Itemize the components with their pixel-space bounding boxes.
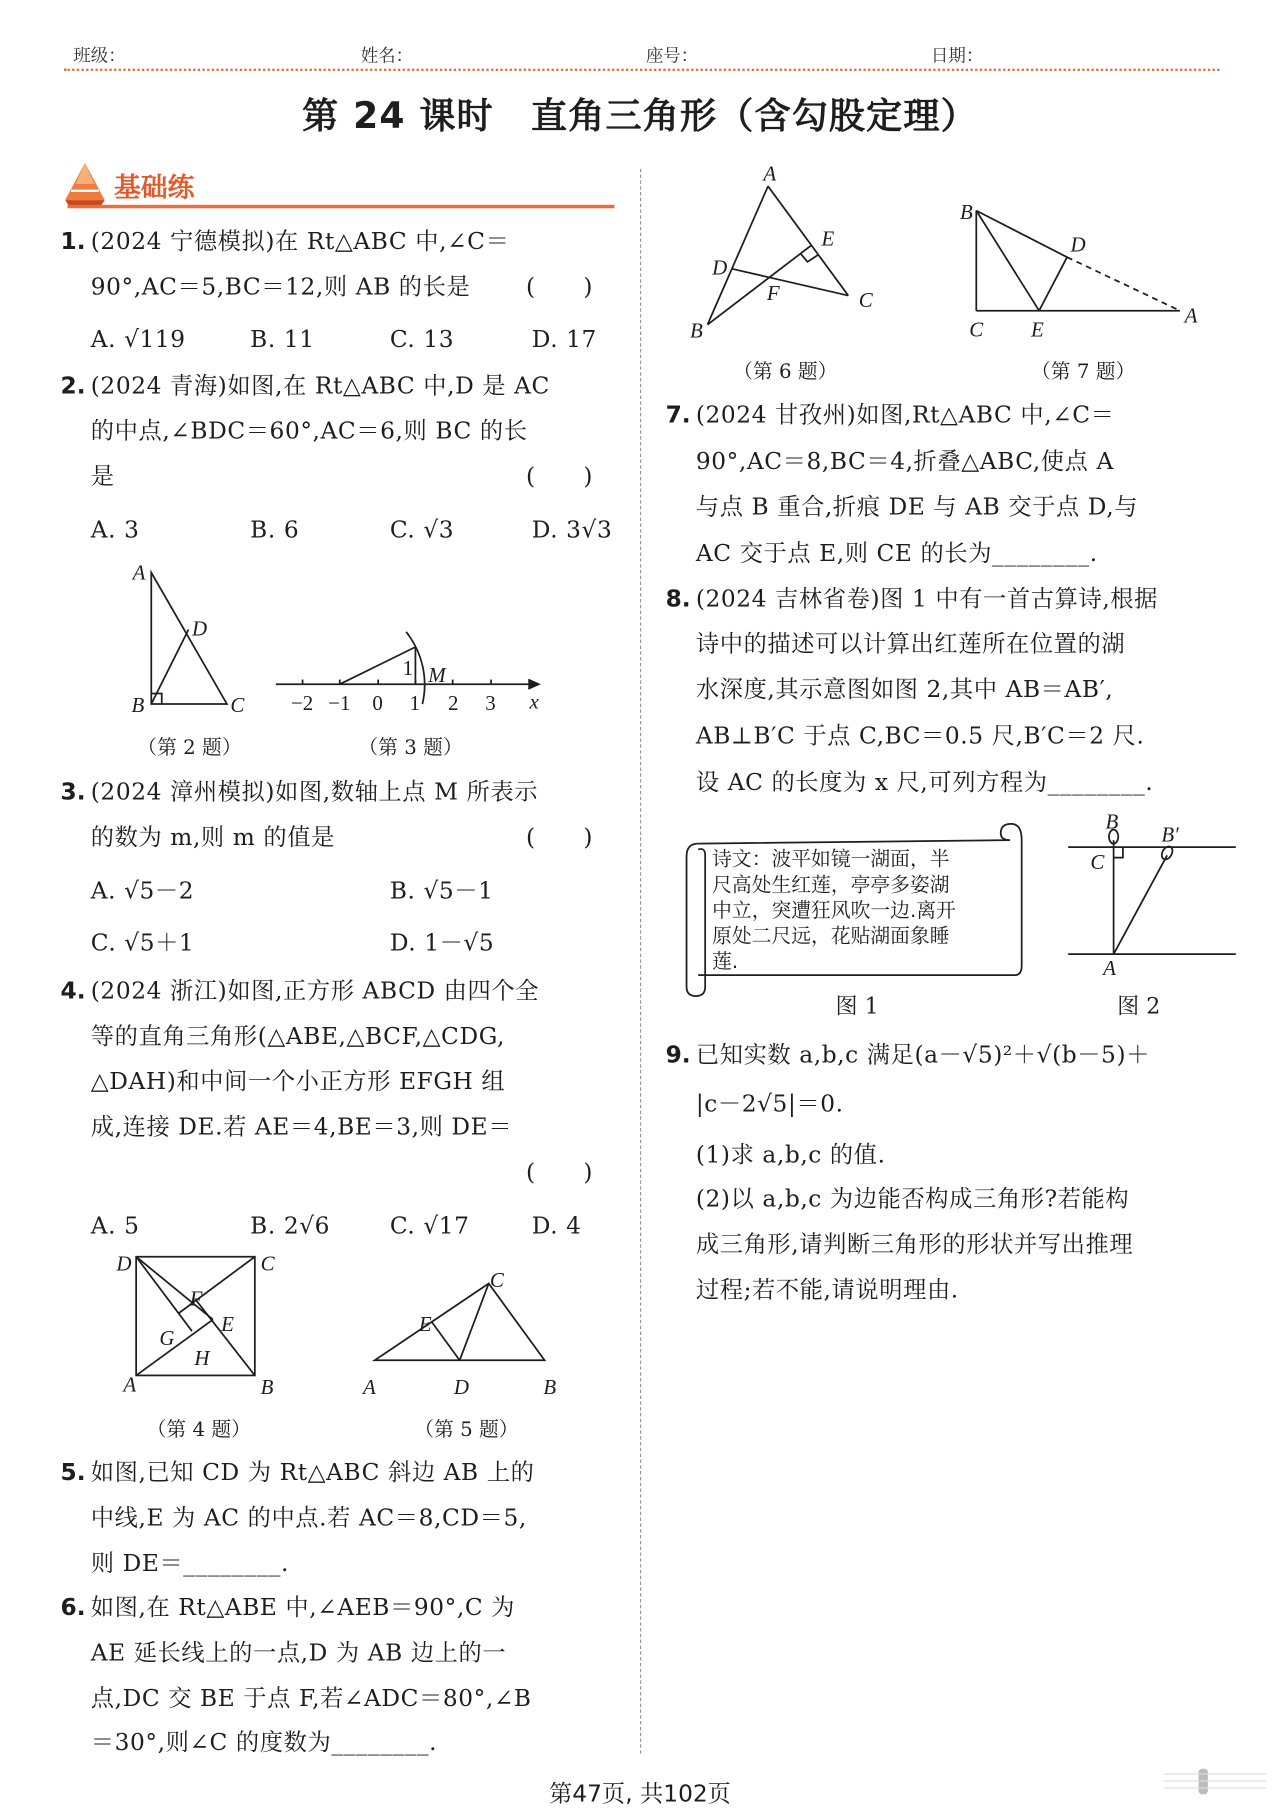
name-label: 姓名：: [360, 45, 414, 67]
question-line: 是: [90, 461, 115, 490]
question-line: (1)求 a,b,c 的值.: [695, 1140, 886, 1169]
answer-option[interactable]: B. 6: [250, 515, 300, 544]
question-number: 9.: [665, 1040, 691, 1069]
question-line: (2024 甘孜州)如图,Rt△ABC 中,∠C＝: [695, 400, 1115, 429]
answer-option[interactable]: A. 3: [90, 515, 140, 544]
question-line: 已知实数 a,b,c 满足(a－√5)²＋√(b－5)＋: [695, 1040, 1150, 1069]
question-number: 3.: [60, 777, 86, 806]
question-number: 2.: [60, 371, 86, 400]
poem-line: 莲.: [712, 950, 739, 974]
fig6-label-f: F: [766, 281, 780, 306]
question-line: AE 延长线上的一点,D 为 AB 边上的一: [90, 1638, 507, 1667]
question-line: (2024 青海)如图,在 Rt△ABC 中,D 是 AC: [90, 371, 550, 400]
answer-parentheses[interactable]: ( ): [525, 272, 594, 301]
tick-neg2: −2: [290, 690, 314, 715]
figure-q2: [151, 573, 227, 704]
section-title: 基础练: [114, 173, 195, 204]
page-indicator: 第47页, 共102页: [549, 1779, 731, 1808]
tick-3: 3: [485, 690, 496, 715]
fig2-label-a: A: [132, 560, 146, 585]
point-label-m: M: [428, 662, 446, 687]
axis-label-x: x: [529, 689, 539, 714]
fig6-label-b: B: [690, 318, 703, 343]
height-label: 1: [402, 655, 414, 680]
answer-option[interactable]: A. √5－2: [90, 876, 195, 905]
question-line: (2024 漳州模拟)如图,数轴上点 M 所表示: [90, 777, 539, 806]
fig5-label-c: C: [489, 1267, 504, 1292]
fig4-label-e: E: [221, 1312, 234, 1337]
question-line: (2024 浙江)如图,正方形 ABCD 由四个全: [90, 976, 540, 1005]
poem-line: 诗文：波平如镜一湖面，半: [712, 848, 950, 872]
question-number: 5.: [60, 1458, 86, 1486]
question-line: 过程;若不能,请说明理由.: [695, 1275, 959, 1304]
question-line: 设 AC 的长度为 x 尺,可列方程为________.: [695, 768, 1154, 796]
answer-option[interactable]: C. √17: [389, 1211, 470, 1240]
tick-1: 1: [409, 690, 421, 715]
fig5-label-e: E: [418, 1312, 432, 1337]
fig7-label-b: B: [960, 199, 973, 224]
figure-lake: [1068, 830, 1236, 955]
fig2-label-d: D: [192, 616, 208, 641]
fig4-label-b: B: [260, 1375, 274, 1400]
fig6-label-c: C: [858, 288, 873, 313]
class-label: 班级：: [73, 45, 126, 67]
question-number: 8.: [665, 584, 691, 613]
figure-q7: [976, 211, 1180, 311]
question-line: 点,DC 交 BE 于点 F,若∠ADC＝80°,∠B: [90, 1683, 532, 1712]
lake-label-b: B: [1105, 809, 1119, 834]
poem-caption: 图 1: [835, 993, 879, 1020]
fig7-caption: （第 7 题）: [1030, 360, 1136, 385]
answer-option[interactable]: D. 3√3: [531, 515, 613, 544]
fig5-label-d: D: [453, 1375, 469, 1400]
fig2-label-c: C: [230, 693, 245, 718]
fig5-caption: （第 5 题）: [414, 1418, 519, 1442]
question-line: (2)以 a,b,c 为边能否构成三角形?若能构: [695, 1184, 1130, 1213]
fig7-label-e: E: [1030, 317, 1044, 342]
fig4-caption: （第 4 题）: [146, 1418, 251, 1442]
poem-line: 中立，突遭狂风吹一边.离开: [712, 899, 956, 923]
fig3-caption: （第 3 题）: [358, 736, 463, 760]
poem-text: [712, 847, 956, 975]
answer-option[interactable]: C. √5＋1: [90, 928, 195, 957]
question-line: 如图,已知 CD 为 Rt△ABC 斜边 AB 上的: [90, 1458, 535, 1486]
question-number: 7.: [665, 400, 691, 429]
answer-option[interactable]: B. √5－1: [389, 876, 494, 905]
answer-option[interactable]: D. 4: [531, 1211, 582, 1240]
question-line: 90°,AC＝8,BC＝4,折叠△ABC,使点 A: [695, 446, 1114, 475]
question-line: 中线,E 为 AC 的中点.若 AC＝8,CD＝5,: [90, 1503, 527, 1532]
answer-parentheses[interactable]: ( ): [525, 822, 594, 851]
question-line: 与点 B 重合,折痕 DE 与 AB 交于点 D,与: [695, 492, 1139, 521]
fig2-label-b: B: [131, 693, 145, 718]
question-line: 如图,在 Rt△ABE 中,∠AEB＝90°,C 为: [90, 1593, 516, 1621]
poem-line: 原处二尺远，花贴湖面象睡: [712, 925, 950, 949]
question-line: 的数为 m,则 m 的值是: [90, 822, 335, 851]
question-number: 1.: [60, 226, 86, 255]
fig4-label-a: A: [123, 1372, 137, 1397]
fig4-label-g: G: [159, 1326, 175, 1351]
question-line: 等的直角三角形(△ABE,△BCF,△CDG,: [90, 1021, 506, 1050]
answer-option[interactable]: C. 13: [389, 324, 455, 353]
question-line: 90°,AC＝5,BC＝12,则 AB 的长是: [90, 272, 471, 301]
fig7-label-c: C: [969, 317, 984, 342]
fig4-label-c: C: [260, 1251, 275, 1276]
question-number: 4.: [60, 976, 86, 1005]
question-line: 的中点,∠BDC＝60°,AC＝6,则 BC 的长: [90, 416, 528, 445]
question-line: 则 DE＝________.: [90, 1548, 290, 1577]
tick-neg1: −1: [328, 690, 351, 715]
tick-2: 2: [448, 690, 459, 715]
question-line: △DAH)和中间一个小正方形 EFGH 组: [90, 1067, 506, 1095]
question-line: AB⊥B′C 于点 C,BC＝0.5 尺,B′C＝2 尺.: [695, 721, 1145, 750]
tick-0: 0: [372, 690, 383, 715]
fig6-label-d: D: [712, 255, 728, 280]
question-line: 水深度,其示意图如图 2,其中 AB＝AB′,: [695, 674, 1114, 703]
lake-label-a: A: [1103, 956, 1116, 981]
fig2-caption: （第 2 题）: [137, 736, 242, 760]
answer-option[interactable]: A. √119: [90, 324, 186, 353]
fig7-label-a: A: [1184, 303, 1198, 328]
answer-option[interactable]: C. √3: [389, 515, 455, 544]
fig7-label-d: D: [1070, 232, 1086, 257]
question-line: ＝30°,则∠C 的度数为________.: [90, 1728, 438, 1756]
question-number: 6.: [60, 1593, 86, 1621]
answer-option[interactable]: B. 11: [250, 324, 315, 353]
fig6-label-a: A: [763, 161, 777, 186]
answer-parentheses[interactable]: ( ): [525, 1157, 594, 1186]
lake-label-b-prime: B′: [1161, 822, 1179, 847]
answer-parentheses[interactable]: ( ): [525, 461, 594, 490]
question-line: (2024 吉林省卷)图 1 中有一首古算诗,根据: [695, 584, 1159, 613]
fig4-label-h: H: [194, 1345, 210, 1370]
question-line: |c－2√5|＝0.: [695, 1089, 844, 1118]
question-line: AC 交于点 E,则 CE 的长为________.: [695, 538, 1098, 567]
page-scroll-handle[interactable]: [1164, 1769, 1266, 1795]
answer-option[interactable]: A. 5: [90, 1211, 140, 1240]
question-line: 成三角形,请判断三角形的形状并写出推理: [695, 1229, 1134, 1258]
fig4-label-f: F: [189, 1286, 203, 1311]
lake-label-c: C: [1090, 850, 1105, 875]
page-title: 第 24 课时 直角三角形（含勾股定理）: [302, 95, 978, 138]
date-label: 日期：: [930, 45, 984, 67]
seat-label: 座号：: [645, 45, 699, 67]
answer-option[interactable]: D. 1－√5: [389, 928, 495, 957]
question-line: 诗中的描述可以计算出红莲所在位置的湖: [695, 629, 1126, 658]
answer-option[interactable]: D. 17: [531, 324, 597, 353]
figure-q5: [375, 1283, 545, 1360]
fig5-label-b: B: [543, 1375, 557, 1400]
lake-caption: 图 2: [1117, 993, 1161, 1020]
fig4-label-d: D: [116, 1251, 132, 1276]
poem-line: 尺高处生红莲，亭亭多姿湖: [712, 873, 950, 898]
question-line: (2024 宁德模拟)在 Rt△ABC 中,∠C＝: [90, 226, 510, 255]
fig5-label-a: A: [363, 1375, 376, 1400]
answer-option[interactable]: B. 2√6: [250, 1211, 331, 1240]
question-line: 成,连接 DE.若 AE＝4,BE＝3,则 DE＝: [90, 1112, 513, 1141]
fig6-caption: （第 6 题）: [733, 360, 838, 385]
fig6-label-e: E: [821, 226, 835, 251]
